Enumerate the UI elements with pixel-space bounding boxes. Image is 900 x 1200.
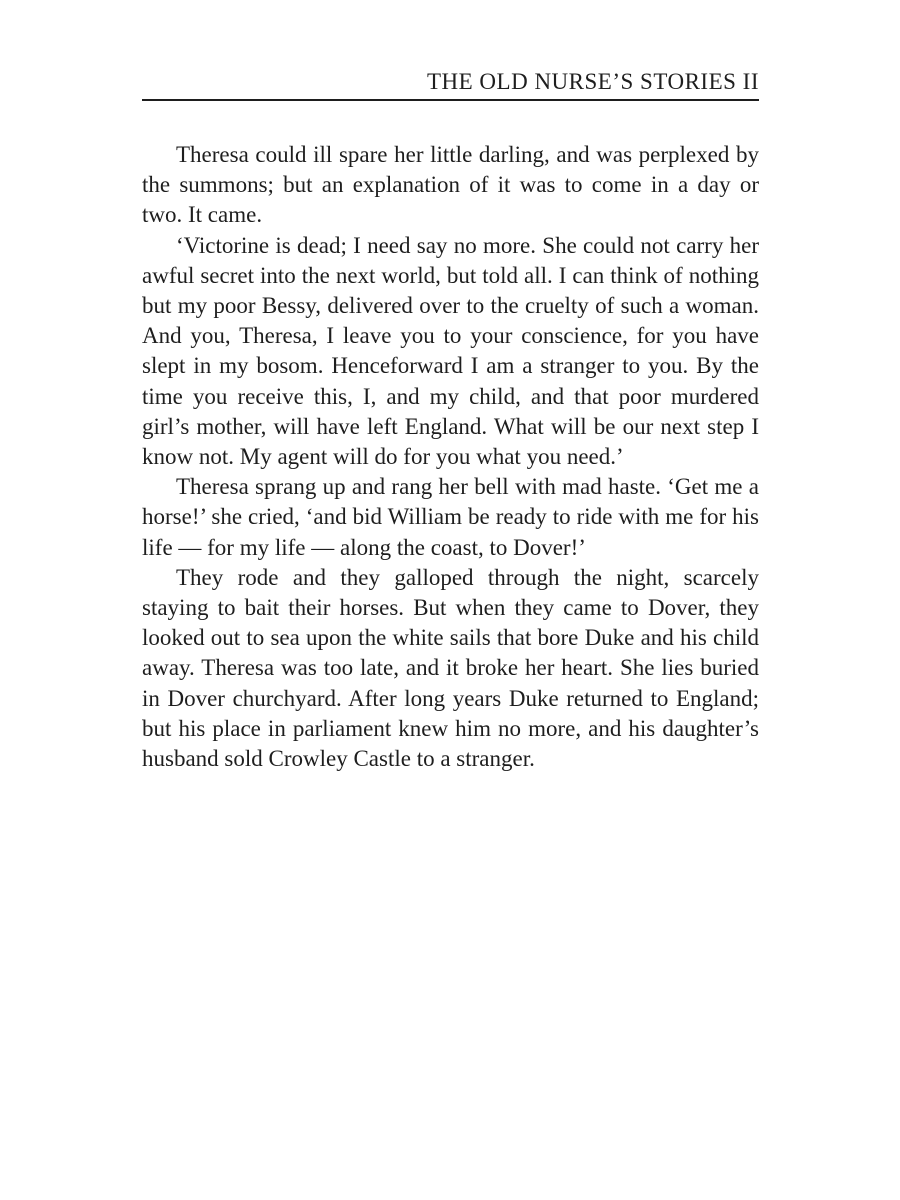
paragraph: Theresa could ill spare her little darling, and was perplexed by the summons; but an explanation of it was to come in a day or two. It came. bbox=[142, 142, 759, 228]
running-head: THE OLD NURSE’S STORIES II bbox=[426, 69, 759, 94]
paragraph: They rode and they galloped through the night, scarcely staying to bait their horses. But when they came to Dover, they looked out to sea upon the white sails that bore Duke and his child away. Theresa was too late, and it broke her heart. She lies buried in Dover churchyard. After long years Duke returned to England; but his place in parliament knew him no more, and his daughter’s husband sold Crowley Castle to a stranger. bbox=[142, 564, 759, 772]
paragraph: ‘Victorine is dead; I need say no more. She could not carry her awful secret into the next world, but told all. I can think of nothing but my poor Bessy, delivered over to the cruelty of such a woman. And you, Theresa, I leave you to your conscience, for you have slept in my bosom. Henceforward I am a stranger to you. By the time you receive this, I, and my child, and that poor murdered girl’s mother, will have left England. What will be our next step I know not. My agent will do for you what you need.’ bbox=[142, 232, 759, 470]
header-rule bbox=[142, 99, 759, 101]
paragraph: Theresa sprang up and rang her bell with mad haste. ‘Get me a horse!’ she cried, ‘and bid William be ready to ride with me for his life — for my life — along the coast, to Dover!’ bbox=[142, 474, 759, 560]
body-text bbox=[142, 140, 759, 774]
